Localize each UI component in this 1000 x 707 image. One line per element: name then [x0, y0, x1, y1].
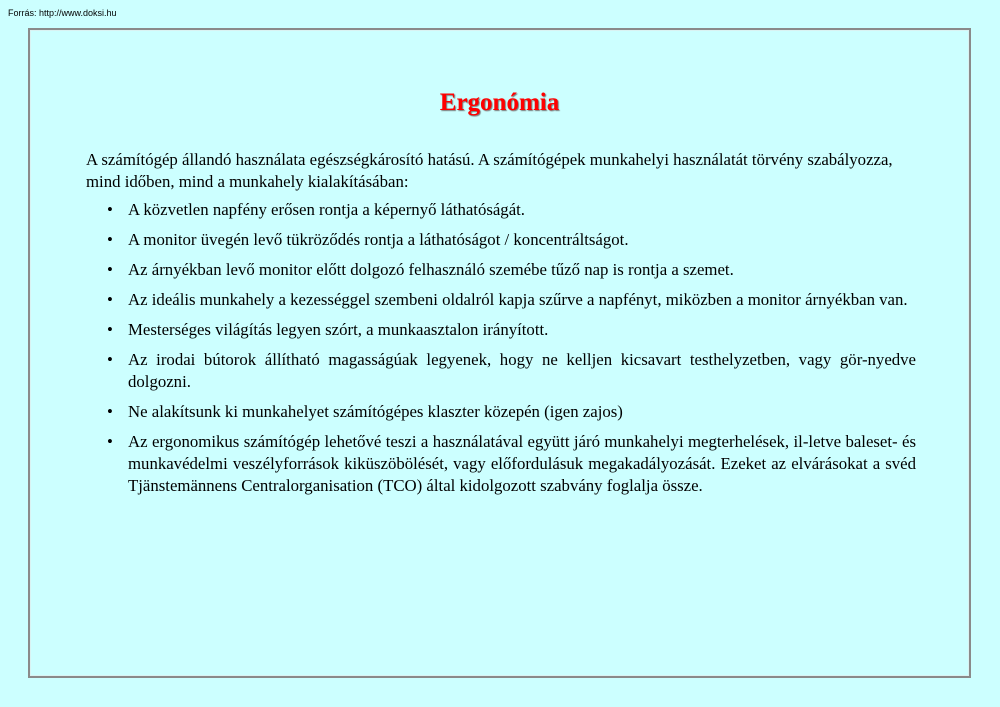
list-item-text: Mesterséges világítás legyen szórt, a munkaasztalon irányított.	[128, 320, 549, 339]
bullet-icon: •	[107, 402, 113, 421]
list-item	[107, 431, 916, 497]
intro-paragraph: A számítógép állandó használata egészségkárosító hatású. A számítógépek munkahelyi használatát törvény szabályozza, mind időben, mind a munkahely kialakításában:	[86, 150, 893, 191]
list-item	[107, 289, 916, 311]
slide-frame	[28, 28, 971, 678]
list-item-text: Az ergonomikus számítógép lehetővé teszi a használatával együtt járó munkahelyi megterhelések, il-letve baleset- és munkavédelmi veszélyforrások kiküszöbölését, vagy előfordulásuk megakadályozását. Ezeket az elvárásokat a svéd Tjänstemännens Centralorganisation (TCO) által kidolgozott szabvány foglalja össze.	[128, 432, 916, 495]
bullet-icon: •	[107, 260, 113, 279]
list-item	[107, 229, 916, 251]
slide-content	[86, 149, 916, 505]
bullet-icon: •	[107, 350, 113, 369]
list-item-text: A monitor üvegén levő tükröződés rontja a láthatóságot / koncentráltságot.	[128, 230, 629, 249]
list-item	[107, 401, 916, 423]
list-item	[107, 319, 916, 341]
bullet-icon: •	[107, 290, 113, 309]
list-item	[107, 349, 916, 393]
list-item-text: Az ideális munkahely a kezességgel szembeni oldalról kapja szűrve a napfényt, miközben a monitor árnyékban van.	[128, 290, 908, 309]
list-item	[107, 199, 916, 221]
bullet-list	[86, 199, 916, 497]
bullet-icon: •	[107, 230, 113, 249]
list-item	[107, 259, 916, 281]
source-note: Forrás: http://www.doksi.hu	[8, 8, 117, 18]
page-title: Ergonómia	[439, 89, 560, 116]
list-item-text: Ne alakítsunk ki munkahelyet számítógépes klaszter közepén (igen zajos)	[128, 402, 623, 421]
list-item-text: Az árnyékban levő monitor előtt dolgozó felhasználó szemébe tűző nap is rontja a szemet.	[128, 260, 734, 279]
list-item-text: A közvetlen napfény erősen rontja a képernyő láthatóságát.	[128, 200, 526, 219]
bullet-icon: •	[107, 320, 113, 339]
bullet-icon: •	[107, 200, 113, 219]
list-item-text: Az irodai bútorok állítható magasságúak legyenek, hogy ne kelljen kicsavart testhelyzetben, vagy gör-nyedve dolgozni.	[128, 350, 916, 391]
bullet-icon: •	[107, 432, 113, 451]
